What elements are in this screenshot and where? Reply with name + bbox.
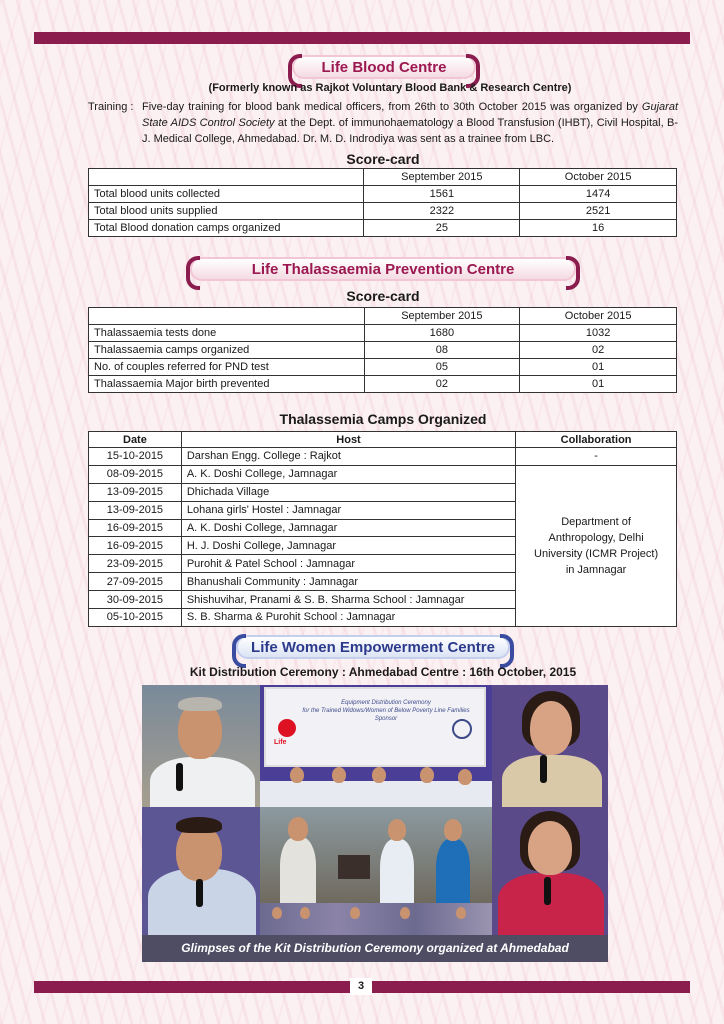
camps-table bbox=[88, 431, 677, 627]
table-header-cell: Date bbox=[89, 432, 182, 448]
collaboration-line: University (ICMR Project) bbox=[534, 547, 659, 560]
thalassaemia-scorecard-title: Score-card bbox=[346, 288, 420, 304]
collaboration-line: Anthropology, Delhi bbox=[548, 531, 644, 544]
blood-scorecard-title: Score-card bbox=[346, 151, 420, 167]
camp-date: 30-09-2015 bbox=[89, 591, 182, 609]
camp-date: 23-09-2015 bbox=[89, 555, 182, 573]
row-value: 1561 bbox=[364, 186, 520, 203]
camp-host: Bhanushali Community : Jamnagar bbox=[181, 573, 515, 591]
row-value: 16 bbox=[520, 220, 677, 237]
table-row bbox=[89, 359, 677, 376]
row-value: 02 bbox=[520, 342, 677, 359]
row-value: 01 bbox=[520, 376, 677, 393]
table-header-cell: September 2015 bbox=[364, 169, 520, 186]
camp-date: 16-09-2015 bbox=[89, 537, 182, 555]
thalassaemia-centre-title: Life Thalassaemia Prevention Centre bbox=[251, 260, 515, 278]
row-value: 05 bbox=[364, 359, 520, 376]
camp-date: 08-09-2015 bbox=[89, 465, 182, 483]
photo-speaker-woman-2 bbox=[492, 807, 608, 935]
ceremony-title: Kit Distribution Ceremony : Ahmedabad Centre : 16th October, 2015 bbox=[189, 665, 577, 679]
row-label: Thalassaemia camps organized bbox=[89, 342, 365, 359]
banner-text bbox=[296, 699, 476, 723]
table-header-cell: Host bbox=[181, 432, 515, 448]
camp-collaboration: - bbox=[516, 448, 677, 466]
table-header-cell: October 2015 bbox=[520, 169, 677, 186]
table-row bbox=[89, 325, 677, 342]
table-header-cell: Collaboration bbox=[516, 432, 677, 448]
camp-date: 13-09-2015 bbox=[89, 501, 182, 519]
top-decorative-bar bbox=[34, 32, 690, 44]
photo-caption: Glimpses of the Kit Distribution Ceremony organized at Ahmedabad bbox=[142, 935, 608, 962]
page-number: 3 bbox=[350, 978, 372, 995]
photo-stage-banner bbox=[260, 685, 492, 807]
photo-speaker-woman-1 bbox=[492, 685, 608, 807]
blood-centre-title: Life Blood Centre bbox=[321, 58, 447, 76]
row-value: 02 bbox=[364, 376, 520, 393]
camp-date: 16-09-2015 bbox=[89, 519, 182, 537]
row-value: 25 bbox=[364, 220, 520, 237]
table-row bbox=[89, 448, 677, 466]
thalassaemia-centre-heading bbox=[190, 257, 576, 281]
camp-host: H. J. Doshi College, Jamnagar bbox=[181, 537, 515, 555]
row-value: 1474 bbox=[520, 186, 677, 203]
camp-host: A. K. Doshi College, Jamnagar bbox=[181, 519, 515, 537]
row-label: Total blood units supplied bbox=[89, 203, 364, 220]
row-label: Total blood units collected bbox=[89, 186, 364, 203]
collaboration-line: Department of bbox=[561, 515, 631, 528]
blood-centre-subtitle: (Formerly known as Rajkot Voluntary Blood Bank & Research Centre) bbox=[208, 82, 572, 94]
training-label: Training : bbox=[88, 101, 134, 113]
banner-line: Equipment Distribution Ceremony bbox=[341, 700, 431, 706]
event-banner bbox=[264, 687, 486, 767]
table-row bbox=[89, 376, 677, 393]
photo-speaker-man-2 bbox=[142, 807, 260, 935]
table-row bbox=[89, 203, 677, 220]
banner-logo-text: Life bbox=[274, 739, 287, 746]
camp-collaboration bbox=[516, 465, 677, 626]
row-value: 01 bbox=[520, 359, 677, 376]
banner-line: Sponsor bbox=[374, 716, 398, 722]
camp-date: 13-09-2015 bbox=[89, 483, 182, 501]
women-centre-heading bbox=[236, 635, 510, 659]
table-row bbox=[89, 342, 677, 359]
camp-host: Purohit & Patel School : Jamnagar bbox=[181, 555, 515, 573]
women-centre-title: Life Women Empowerment Centre bbox=[251, 638, 495, 656]
ceremony-photo-collage bbox=[142, 685, 608, 962]
camp-host: Lohana girls' Hostel : Jamnagar bbox=[181, 501, 515, 519]
photo-kit-distribution bbox=[260, 807, 492, 903]
row-value: 2521 bbox=[520, 203, 677, 220]
training-text-part2: at the Dept. of immunohaematology a Blood Transfusion (IHBT), Civil Hospital, B-J. Medical College, Ahmedabad. Dr. M. D. Indrodiya was sent as a trainee from LBC. bbox=[142, 117, 679, 145]
camp-date: 27-09-2015 bbox=[89, 573, 182, 591]
training-text-part1: Five-day training for blood bank medical officers, from 26th to 30th October 2015 was organized by bbox=[142, 101, 642, 113]
table-header-row bbox=[89, 432, 677, 448]
thalassaemia-scorecard-table bbox=[88, 307, 677, 393]
training-paragraph bbox=[142, 99, 678, 147]
camp-host: A. K. Doshi College, Jamnagar bbox=[181, 465, 515, 483]
table-row bbox=[89, 465, 677, 483]
camp-date: 15-10-2015 bbox=[89, 448, 182, 466]
camp-host: Dhichada Village bbox=[181, 483, 515, 501]
row-value: 2322 bbox=[364, 203, 520, 220]
banner-line: for the Trained Widows/Women of Below Poverty Line Families bbox=[302, 708, 470, 714]
row-label: Total Blood donation camps organized bbox=[89, 220, 364, 237]
photo-thumbnail-strip bbox=[260, 903, 492, 935]
row-label: Thalassaemia tests done bbox=[89, 325, 365, 342]
stage-table bbox=[260, 781, 492, 807]
distributed-kit bbox=[338, 855, 370, 879]
blood-scorecard-table bbox=[88, 168, 677, 237]
table-row bbox=[89, 186, 677, 203]
table-row bbox=[89, 220, 677, 237]
collaboration-line: in Jamnagar bbox=[565, 563, 627, 576]
camp-date: 05-10-2015 bbox=[89, 609, 182, 627]
table-header-row bbox=[89, 169, 677, 186]
row-label: No. of couples referred for PND test bbox=[89, 359, 365, 376]
row-value: 1032 bbox=[520, 325, 677, 342]
table-header-row bbox=[89, 308, 677, 325]
sponsor-logo bbox=[278, 719, 296, 737]
photo-speaker-man-1 bbox=[142, 685, 260, 807]
table-header-cell: October 2015 bbox=[520, 308, 677, 325]
table-header-cell bbox=[89, 308, 365, 325]
camp-host: Darshan Engg. College : Rajkot bbox=[181, 448, 515, 466]
row-value: 08 bbox=[364, 342, 520, 359]
camps-title: Thalassemia Camps Organized bbox=[279, 411, 487, 427]
blood-centre-heading bbox=[292, 55, 476, 79]
table-header-cell: September 2015 bbox=[364, 308, 520, 325]
training-organization: Gujarat State AIDS Control Society bbox=[142, 101, 678, 129]
camp-host: Shishuvihar, Pranami & S. B. Sharma School : Jamnagar bbox=[181, 591, 515, 609]
row-label: Thalassaemia Major birth prevented bbox=[89, 376, 365, 393]
camp-host: S. B. Sharma & Purohit School : Jamnagar bbox=[181, 609, 515, 627]
row-value: 1680 bbox=[364, 325, 520, 342]
table-header-cell bbox=[89, 169, 364, 186]
